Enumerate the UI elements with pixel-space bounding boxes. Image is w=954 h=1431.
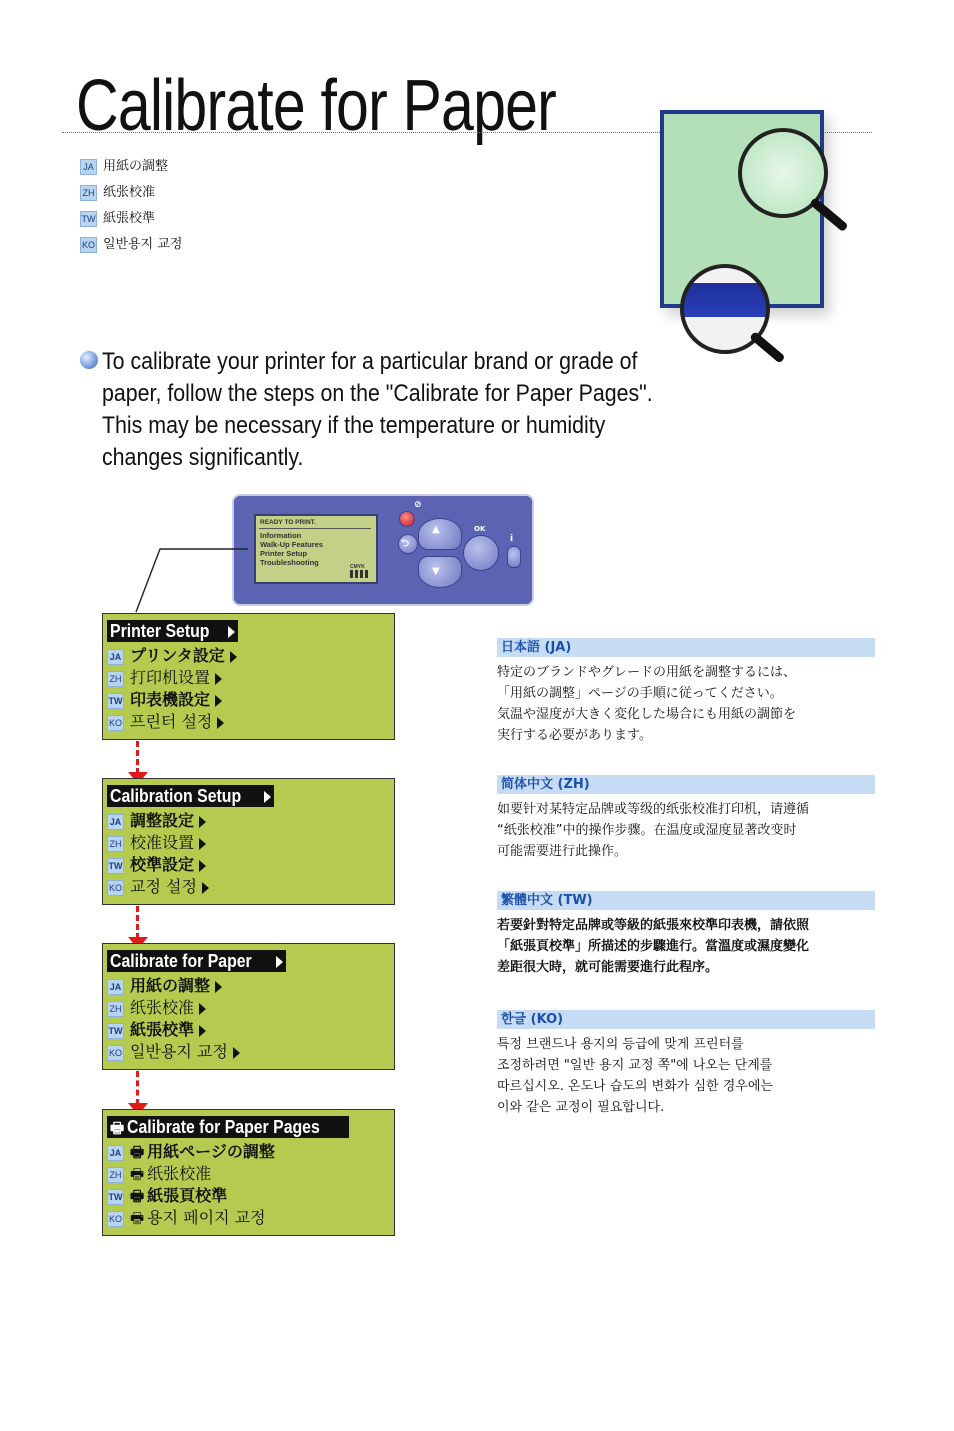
title-translation-tw: TW 紙張校準 xyxy=(81,211,156,226)
menu-row-zh: ZH 打印机设置 xyxy=(107,667,222,689)
flow-arrow-line xyxy=(136,1071,139,1105)
lang-tag: KO xyxy=(80,237,97,253)
menu-row-ja: JA プリンタ設定 xyxy=(107,645,237,667)
menu-row-ko: KO 일반용지 교정 xyxy=(107,1041,240,1063)
lang-body-tw: 若要針對特定品牌或等級的紙張來校準印表機，請依照 「紙張頁校準」所描述的步驟進行。當溫度或濕度變化 差距很大時，就可能需要進行此程序。 xyxy=(497,918,810,975)
title-translation-zh: ZH 纸张校准 xyxy=(80,184,155,202)
menu-row-ko: KO 프린터 설정 xyxy=(107,711,224,733)
menu-calibrate-for-paper-pages xyxy=(102,1109,395,1236)
menu-row-ja: JA 🖶 用紙ページの調整 xyxy=(107,1141,275,1163)
arrow-right-icon xyxy=(276,956,283,968)
flow-arrow-line xyxy=(136,741,139,774)
down-arrow-icon: ▼ xyxy=(432,566,440,577)
menu-row-zh: ZH 🖶 纸张校准 xyxy=(107,1163,211,1185)
printer-icon: 🖶 xyxy=(130,1209,145,1227)
arrow-right-icon xyxy=(199,1003,206,1015)
intro-paragraph: To calibrate your printer for a particular brand or grade of paper, follow the steps on the "Calibrate for Paper Pages". This may be necessary if the temperature or humidity changes significantly. xyxy=(102,348,653,471)
menu-header[interactable]: 🖶 Calibrate for Paper Pages xyxy=(107,1116,349,1138)
lang-heading-ko: 한글 (KO) xyxy=(497,1010,875,1029)
lang-body-ja: 特定のブランドやグレードの用紙を調整するには、 「用紙の調整」ページの手順に従ってください。 気温や湿度が大きく変化した場合にも用紙の調節を 実行する必要があります。 xyxy=(497,665,797,743)
menu-row-ja: JA 用紙の調整 xyxy=(107,975,222,997)
menu-row-ja: JA 調整設定 xyxy=(107,810,206,832)
ok-label: OK xyxy=(474,525,486,533)
printer-icon: 🖶 xyxy=(130,1165,145,1183)
arrow-right-icon xyxy=(199,1025,206,1037)
menu-row-ko: KO 🖶 용지 페이지 교정 xyxy=(108,1208,266,1227)
printer-icon: 🖶 xyxy=(110,1120,125,1137)
arrow-right-icon xyxy=(199,838,206,850)
title-translation-ja: JA 用紙の調整 xyxy=(80,158,168,176)
lang-body-zh: 如要针对某特定品牌或等级的纸张校准打印机，请遵循 “纸张校准”中的操作步骤。在温度或湿度显著改变时 可能需要进行此操作。 xyxy=(497,802,810,859)
lang-tag: JA xyxy=(80,159,97,175)
arrow-right-icon xyxy=(264,791,271,803)
title-translation-ko: KO 일반용지 교정 xyxy=(81,237,183,252)
up-arrow-icon: ▲ xyxy=(432,524,440,535)
menu-printer-setup xyxy=(102,613,395,740)
info-icon: i xyxy=(510,534,514,544)
menu-header[interactable]: Printer Setup xyxy=(107,620,238,642)
lang-tag: TW xyxy=(80,211,97,227)
lcd-cmyk-label: CMYK xyxy=(350,564,365,570)
lcd-line: Information xyxy=(260,531,302,540)
arrow-right-icon xyxy=(202,882,209,894)
lang-heading-ja: 日本語 (JA) xyxy=(497,638,875,657)
menu-header[interactable]: Calibration Setup xyxy=(107,785,274,807)
menu-row-ko: KO 교정 설정 xyxy=(107,876,209,898)
lcd-line: Printer Setup xyxy=(260,549,308,558)
arrow-right-icon xyxy=(199,860,206,872)
lang-heading-tw: 繁體中文 (TW) xyxy=(497,891,875,910)
printer-icon: 🖶 xyxy=(130,1187,145,1205)
page-title: Calibrate for Paper xyxy=(76,66,556,146)
menu-row-tw: TW 校準設定 xyxy=(107,854,206,876)
arrow-right-icon xyxy=(215,695,222,707)
menu-row-zh: ZH 校准设置 xyxy=(107,832,206,854)
arrow-right-icon xyxy=(228,626,235,638)
menu-calibrate-for-paper xyxy=(102,943,395,1070)
menu-row-tw: TW 印表機設定 xyxy=(107,689,222,711)
arrow-right-icon xyxy=(217,717,224,729)
menu-header[interactable]: Calibrate for Paper xyxy=(107,950,286,972)
menu-row-zh: ZH 纸张校准 xyxy=(107,997,206,1019)
lang-heading-zh: 简体中文 (ZH) xyxy=(497,775,875,794)
arrow-right-icon xyxy=(199,816,206,828)
lcd-line: Walk-Up Features xyxy=(260,540,324,549)
flow-arrow-line xyxy=(136,906,139,939)
cancel-icon: ⊘ xyxy=(414,500,422,510)
lang-tag: ZH xyxy=(80,185,97,201)
lang-body-ko: 특정 브랜드나 용지의 등급에 맞게 프린터를 조정하려면 "일반 용지 교정 쪽"에 나오는 단계를 따르십시오. 온도나 습도의 변화가 심한 경우에는 이와 같은 교정이 필요합니다. xyxy=(497,1037,773,1115)
menu-row-tw: TW 🖶 紙張頁校準 xyxy=(108,1186,228,1205)
lcd-status: READY TO PRINT. xyxy=(260,519,316,526)
arrow-right-icon xyxy=(215,981,222,993)
lcd-line: Troubleshooting xyxy=(260,558,319,567)
menu-row-tw: TW 紙張校準 xyxy=(107,1019,206,1041)
arrow-right-icon xyxy=(230,651,237,663)
arrow-right-icon xyxy=(233,1047,240,1059)
printer-icon: 🖶 xyxy=(130,1143,145,1161)
back-arrow-icon: ⮌ xyxy=(401,538,410,549)
arrow-right-icon xyxy=(215,673,222,685)
menu-calibration-setup xyxy=(102,778,395,905)
